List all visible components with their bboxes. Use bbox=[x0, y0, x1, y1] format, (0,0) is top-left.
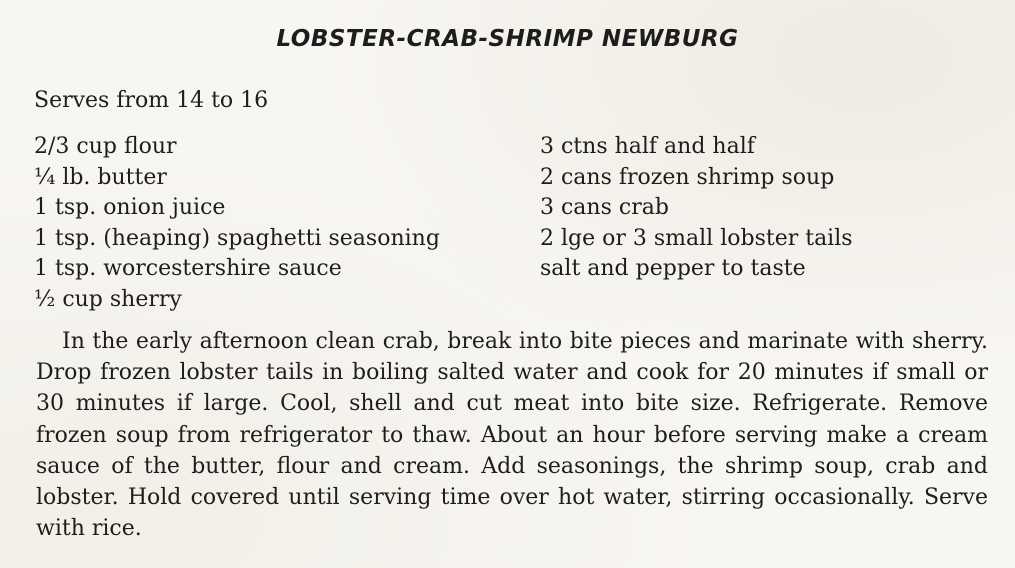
ingredient-list-left bbox=[34, 132, 440, 316]
ingredient-item: 2/3 cup flour bbox=[34, 134, 177, 159]
ingredient-item: 1 tsp. worcestershire sauce bbox=[34, 256, 342, 282]
ingredient-item: ½ cup sherry bbox=[34, 286, 182, 312]
ingredient-item: 2 lge or 3 small lobster tails bbox=[540, 225, 853, 251]
ingredient-item: 3 ctns half and half bbox=[540, 134, 755, 159]
ingredient-item: 1 tsp. onion juice bbox=[34, 195, 226, 221]
ingredient-list-right bbox=[540, 132, 853, 285]
ingredient-item: 3 cans crab bbox=[540, 195, 669, 221]
recipe-title: LOBSTER-CRAB-SHRIMP NEWBURG bbox=[276, 26, 739, 52]
ingredient-item: ¼ lb. butter bbox=[34, 164, 167, 190]
ingredient-item: 1 tsp. (heaping) spaghetti seasoning bbox=[34, 225, 440, 251]
ingredient-item: salt and pepper to taste bbox=[540, 256, 806, 282]
recipe-directions: In the early afternoon clean crab, break into bite pieces and marinate with sherry. Drop frozen lobster tails in boiling salted water and cook for 20 minutes if small or 30 minutes if large. Cool, shell and cut meat into bite size. Refrigerate. Remove frozen soup from refrigerator to thaw. About an hour before serving make a cream sauce of the butter, flour and cream. Add seasonings, the shrimp soup, crab and lobster. Hold covered until serving time over hot water, stirring occasionally. Serve with rice. bbox=[36, 329, 988, 542]
ingredient-item: 2 cans frozen shrimp soup bbox=[540, 164, 835, 190]
serving-size: Serves from 14 to 16 bbox=[34, 88, 269, 113]
